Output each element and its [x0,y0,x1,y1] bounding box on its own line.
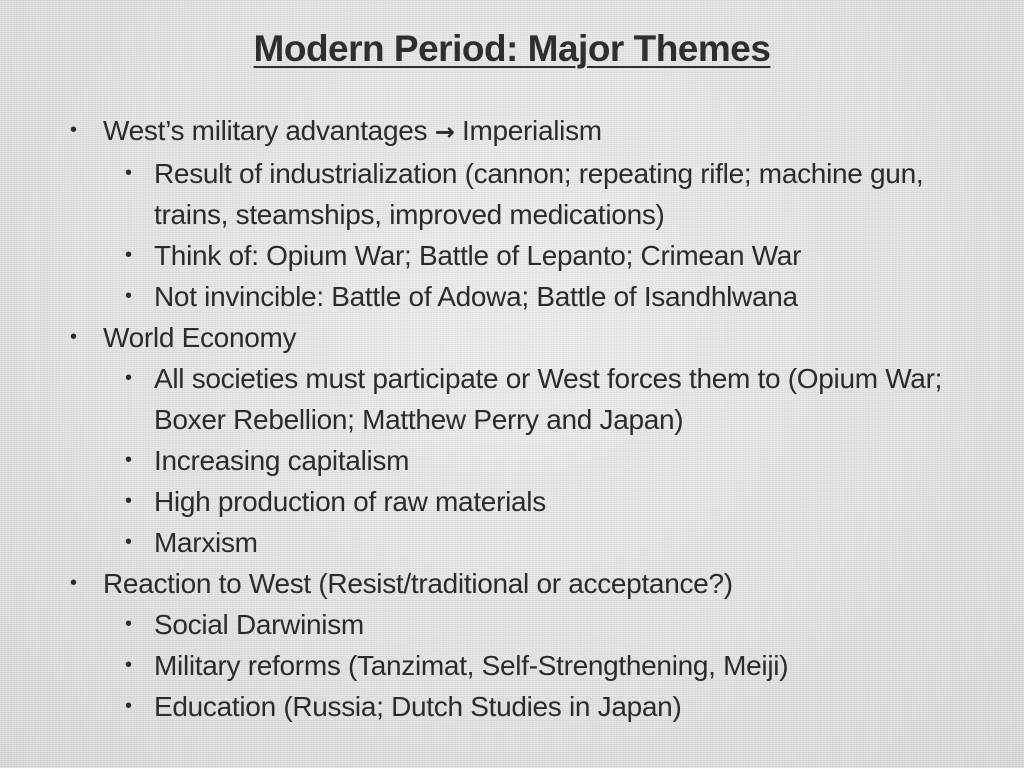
bullet-icon: • [70,572,77,594]
bullet-icon: • [125,449,132,471]
sub-bullet-text: Marxism [154,527,258,558]
bullet-icon: • [125,490,132,512]
sub-bullet-text: Result of industrialization (cannon; repeating rifle; machine gun, trains, steamships, improved medications) [154,158,924,230]
bullet-icon: • [125,654,132,676]
slide-title-text: Modern Period: Major Themes [253,28,771,69]
bullet-icon: • [125,695,132,717]
sub-bullet-text: Education (Russia; Dutch Studies in Japan) [154,691,682,722]
sub-bullet-text: Military reforms (Tanzimat, Self-Strengthening, Meiji) [154,650,789,681]
bullet-item [70,563,1000,727]
bullet-list [70,110,1000,727]
bullet-icon: • [125,531,132,553]
sub-bullet-text: Think of: Opium War; Battle of Lepanto; Crimean War [154,240,802,271]
bullet-icon: • [125,367,132,389]
bullet-text: West’s military advantages [103,115,428,146]
bullet-text: Reaction to West (Resist/traditional or acceptance?) [103,568,733,599]
sub-bullet-item [103,358,1000,440]
bullet-item [70,110,1000,317]
sub-bullet-text: Not invincible: Battle of Adowa; Battle of Isandhlwana [154,281,798,312]
bullet-icon: • [70,119,77,141]
bullet-icon: • [125,613,132,635]
slide-title [0,28,1024,70]
sub-bullet-item [103,481,1000,522]
sub-bullet-text: All societies must participate or West forces them to (Opium War; Boxer Rebellion; Matthew Perry and Japan) [154,363,943,435]
bullet-icon: • [125,285,132,307]
bullet-icon: • [125,162,132,184]
sub-bullet-item [103,235,1000,276]
bullet-icon: • [125,244,132,266]
sub-bullet-text: Social Darwinism [154,609,364,640]
bullet-text: World Economy [103,322,297,353]
bullet-item [70,317,1000,563]
sub-bullet-list [103,153,1000,317]
sub-bullet-item [103,645,1000,686]
sub-bullet-item [103,686,1000,727]
bullet-text: Imperialism [461,115,602,146]
sub-bullet-item [103,440,1000,481]
sub-bullet-text: High production of raw materials [154,486,546,517]
bullet-icon: • [70,326,77,348]
sub-bullet-item [103,276,1000,317]
sub-bullet-text: Increasing capitalism [154,445,410,476]
sub-bullet-list [103,604,1000,727]
sub-bullet-item [103,522,1000,563]
sub-bullet-item [103,604,1000,645]
arrow-right-icon: → [434,118,455,146]
sub-bullet-list [103,358,1000,563]
sub-bullet-item [103,153,1000,235]
